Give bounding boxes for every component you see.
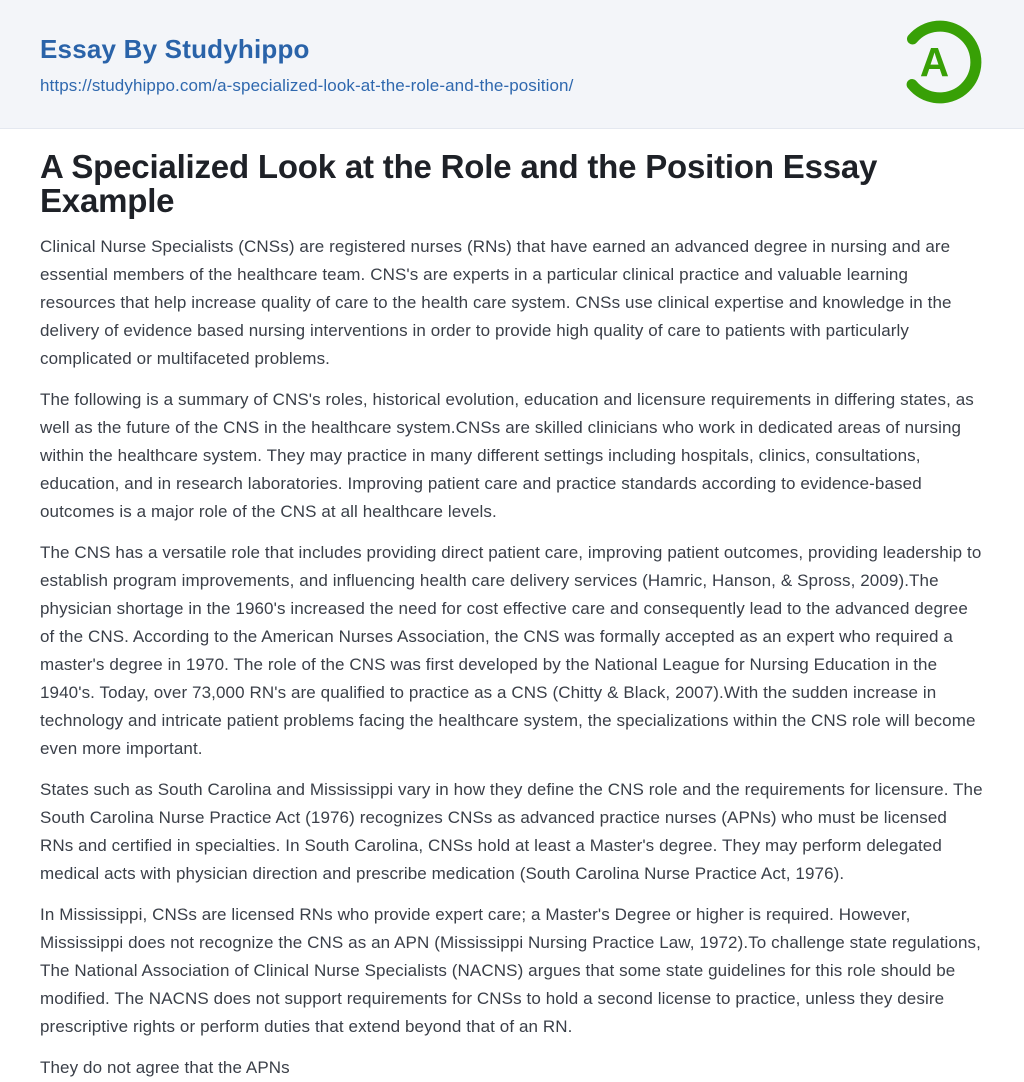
essay-paragraph: States such as South Carolina and Mississippi vary in how they define the CNS role and the requirements for licensure. The South Carolina Nurse Practice Act (1976) recognizes CNSs as advanced practice nurses (APNs) who must be licensed RNs and certified in specialties. In South Carolina, CNSs hold at least a Master's degree. They may perform delegated medical acts with physician direction and prescribe medication (South Carolina Nurse Practice Act, 1976). (40, 780, 983, 883)
essay-paragraph: Clinical Nurse Specialists (CNSs) are registered nurses (RNs) that have earned an advanced degree in nursing and are essential members of the healthcare team. CNS's are experts in a particular clinical practice and valuable learning resources that help increase quality of care to the health care system. CNSs use clinical expertise and knowledge in the delivery of evidence based nursing interventions in order to provide high quality of care to patients with particularly complicated or multifaceted problems. (40, 237, 952, 368)
essay-title: A Specialized Look at the Role and the Position Essay Example (40, 148, 878, 219)
logo-letter: A (919, 38, 950, 85)
studyhippo-logo-icon[interactable] (894, 16, 986, 108)
essay-content (0, 129, 1024, 1082)
essay-paragraph: The following is a summary of CNS's roles, historical evolution, education and licensure requirements in differing states, as well as the future of the CNS in the healthcare system.CNSs are skilled clinicians who work in dedicated areas of nursing within the healthcare system. They may practice in many different settings including hospitals, clinics, consultations, education, and in research laboratories. Improving patient care and practice standards according to evidence-based outcomes is a major role of the CNS at all healthcare levels. (40, 390, 974, 521)
header-text-block (40, 32, 573, 96)
essay-url-link[interactable]: https://studyhippo.com/a-specialized-look-at-the-role-and-the-position/ (40, 76, 574, 95)
essay-paragraph: The CNS has a versatile role that includes providing direct patient care, improving patient outcomes, providing leadership to establish program improvements, and influencing health care delivery services (Hamric, Hanson, & Spross, 2009).The physician shortage in the 1960's increased the need for cost effective care and consequently lead to the advanced degree of the CNS. According to the American Nurses Association, the CNS was formally accepted as an expert who required a master's degree in 1970. The role of the CNS was first developed by the National League for Nursing Education in the 1940's. Today, over 73,000 RN's are qualified to practice as a CNS (Chitty & Black, 2007).With the sudden increase in technology and intricate patient problems facing the healthcare system, the specializations within the CNS role will become even more important. (40, 543, 982, 758)
site-title: Essay By Studyhippo (40, 34, 310, 64)
page-header (0, 0, 1024, 129)
essay-paragraph: In Mississippi, CNSs are licensed RNs who provide expert care; a Master's Degree or higher is required. However, Mississippi does not recognize the CNS as an APN (Mississippi Nursing Practice Law, 1972).To challenge state regulations, The National Association of Clinical Nurse Specialists (NACNS) argues that some state guidelines for this role should be modified. The NACNS does not support requirements for CNSs to hold a second license to practice, unless they desire prescriptive rights or perform duties that extend beyond that of an RN. (40, 905, 981, 1036)
essay-paragraph: They do not agree that the APNs (40, 1058, 290, 1077)
